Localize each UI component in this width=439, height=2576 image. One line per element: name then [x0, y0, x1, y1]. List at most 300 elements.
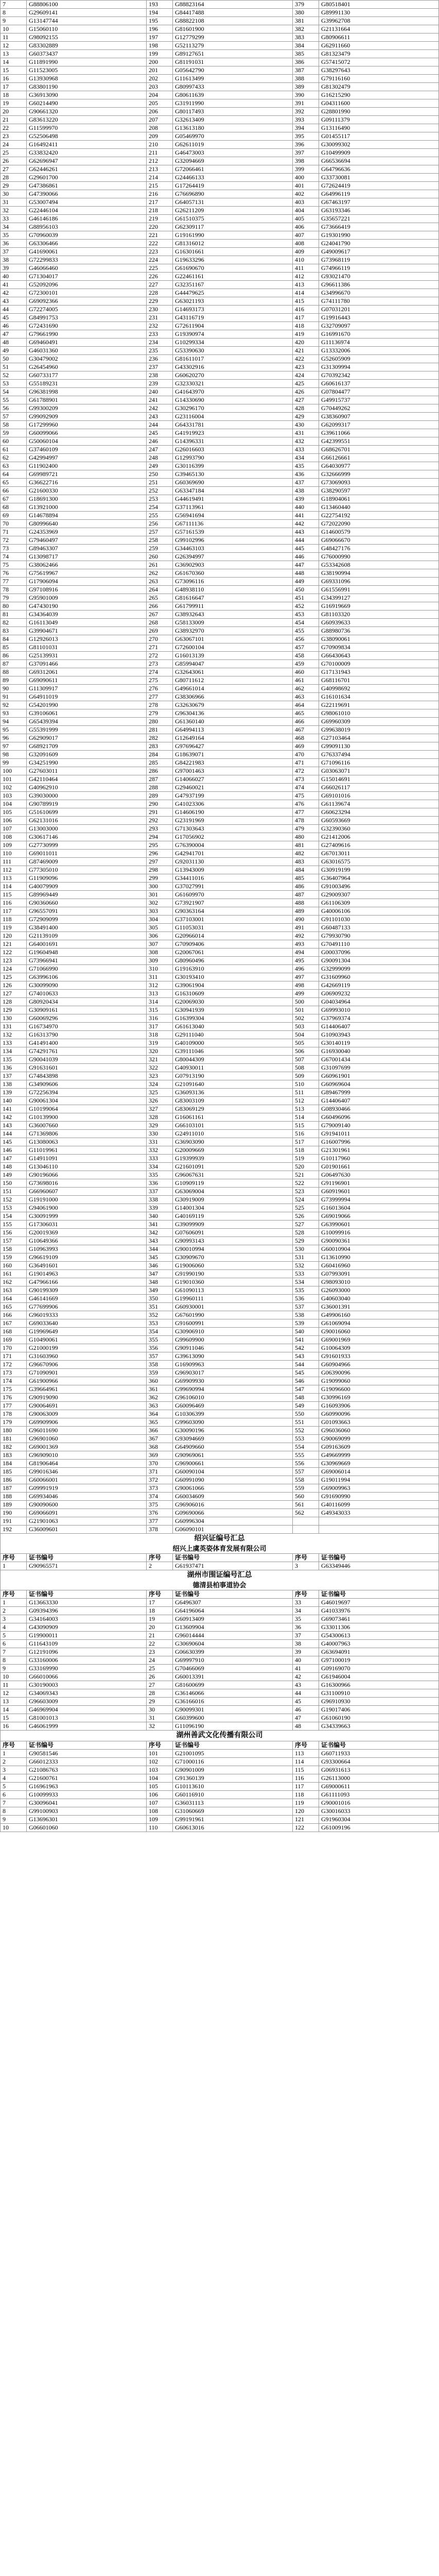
- table-row: [1, 1640, 439, 1648]
- serial-number-cell: 233: [147, 330, 173, 338]
- certificate-number-cell: G71000116: [173, 1758, 293, 1766]
- serial-number-cell: 24: [1, 141, 27, 149]
- serial-number-cell: 489: [293, 907, 319, 916]
- serial-number-cell: 270: [147, 635, 173, 643]
- serial-number-cell: 160: [1, 1262, 27, 1270]
- certificate-number-cell: G63990601: [319, 1221, 439, 1229]
- serial-number-cell: 212: [147, 157, 173, 165]
- serial-number-cell: 40: [293, 1656, 319, 1665]
- serial-number-cell: 397: [293, 149, 319, 157]
- serial-number-cell: 29: [1, 182, 27, 190]
- table-row: [1, 891, 439, 899]
- table-row: [1, 701, 439, 709]
- serial-number-cell: 298: [147, 866, 173, 874]
- certificate-number-cell: G30099302: [319, 141, 439, 149]
- certificate-number-cell: G10064309: [319, 1344, 439, 1352]
- certificate-number-cell: [319, 1517, 439, 1526]
- serial-number-cell: 3: [1, 1766, 27, 1774]
- table-row: [1, 808, 439, 817]
- certificate-number-cell: G30140119: [319, 1039, 439, 1047]
- serial-number-cell: 272: [147, 652, 173, 660]
- serial-number-cell: 418: [293, 322, 319, 330]
- serial-number-cell: 454: [293, 619, 319, 627]
- certificate-number-cell: G32330321: [173, 380, 293, 388]
- certificate-number-cell: G41643970: [173, 388, 293, 396]
- table-row: [1, 1171, 439, 1179]
- serial-number-cell: 130: [1, 1014, 27, 1023]
- serial-number-cell: 382: [293, 25, 319, 33]
- table-row: [1, 355, 439, 363]
- serial-number-cell: 120: [1, 932, 27, 940]
- serial-number-cell: 453: [293, 611, 319, 619]
- certificate-number-cell: G09690066: [173, 1509, 293, 1517]
- certificate-number-cell: G61946004: [319, 1673, 439, 1681]
- serial-number-cell: 42: [1, 289, 27, 297]
- serial-number-cell: 195: [147, 17, 173, 25]
- serial-number-cell: 62: [1, 454, 27, 462]
- certificate-number-cell: G62611019: [173, 141, 293, 149]
- table-row: [1, 1221, 439, 1229]
- certificate-number-cell: G90064691: [27, 1402, 147, 1410]
- serial-number-cell: 379: [293, 1, 319, 9]
- certificate-number-cell: G61670360: [173, 569, 293, 578]
- certificate-number-cell: G62099317: [319, 421, 439, 429]
- serial-number-cell: 181: [1, 1435, 27, 1443]
- certificate-number-cell: G11096190: [173, 1722, 293, 1731]
- certificate-number-cell: G70466069: [173, 1665, 293, 1673]
- serial-number-cell: 400: [293, 174, 319, 182]
- table-row: [1, 693, 439, 701]
- certificate-number-cell: G16919669: [319, 602, 439, 611]
- table-row: [1, 907, 439, 916]
- certificate-number-cell: G58133009: [173, 619, 293, 627]
- serial-number-cell: 9: [1, 17, 27, 25]
- certificate-number-cell: G42941701: [173, 850, 293, 858]
- certificate-number-cell: G90001016: [319, 1799, 439, 1807]
- serial-number-cell: 558: [293, 1476, 319, 1484]
- serial-number-cell: 482: [293, 850, 319, 858]
- certificate-number-cell: G08930466: [319, 1105, 439, 1113]
- certificate-number-cell: G21600761: [27, 1774, 147, 1783]
- table-row: [1, 289, 439, 297]
- certificate-number-cell: G90911046: [173, 1344, 293, 1352]
- certificate-number-cell: G12779299: [173, 33, 293, 42]
- serial-number-cell: 126: [1, 981, 27, 990]
- certificate-number-cell: G34399127: [319, 594, 439, 602]
- serial-number-cell: 411: [293, 264, 319, 273]
- table-row: [1, 1179, 439, 1188]
- table-row: [1, 1648, 439, 1656]
- certificate-number-cell: G52605909: [319, 355, 439, 363]
- serial-number-cell: 343: [147, 1237, 173, 1245]
- certificate-number-cell: G96906016: [173, 1501, 293, 1509]
- serial-number-cell: 32: [1, 207, 27, 215]
- certificate-number-cell: G70909406: [173, 940, 293, 948]
- serial-number-cell: 107: [147, 1799, 173, 1807]
- serial-number-cell: 164: [1, 1295, 27, 1303]
- table-row: [1, 833, 439, 841]
- certificate-number-cell: G91960304: [319, 1816, 439, 1824]
- serial-number-cell: 429: [293, 413, 319, 421]
- certificate-number-cell: G71096116: [319, 759, 439, 767]
- certificate-number-cell: G07913190: [173, 1072, 293, 1080]
- serial-number-cell: 285: [147, 759, 173, 767]
- certificate-number-cell: G24041790: [319, 240, 439, 248]
- certificate-number-cell: G97001463: [173, 767, 293, 775]
- certificate-number-cell: G32643061: [173, 668, 293, 676]
- certificate-number-cell: G67111136: [173, 520, 293, 528]
- certificate-number-cell: G66012333: [27, 1758, 147, 1766]
- serial-number-cell: 30: [1, 190, 27, 198]
- serial-number-cell: 407: [293, 231, 319, 240]
- section-table-shanwu: [0, 1741, 439, 1832]
- serial-number-cell: 466: [293, 718, 319, 726]
- serial-number-cell: 41: [293, 1665, 319, 1673]
- table-row: [1, 165, 439, 174]
- serial-number-cell: 13: [1, 1698, 27, 1706]
- serial-number-cell: 205: [147, 99, 173, 108]
- table-row: [1, 899, 439, 907]
- certificate-number-cell: G99100903: [27, 1807, 147, 1816]
- serial-number-cell: 60: [1, 437, 27, 446]
- certificate-number-cell: G60969604: [319, 1080, 439, 1089]
- serial-number-cell: 337: [147, 1188, 173, 1196]
- serial-number-cell: 502: [293, 1014, 319, 1023]
- certificate-number-cell: G31309994: [319, 363, 439, 371]
- certificate-number-cell: G14606190: [173, 808, 293, 817]
- certificate-number-cell: G60613016: [173, 1824, 293, 1832]
- serial-number-cell: 46: [293, 1706, 319, 1714]
- certificate-number-cell: G34364039: [27, 611, 147, 619]
- serial-number-cell: 550: [293, 1410, 319, 1418]
- certificate-number-cell: G17906094: [27, 578, 147, 586]
- certificate-number-cell: G37091466: [27, 660, 147, 668]
- serial-number-cell: 485: [293, 874, 319, 883]
- table-row: [1, 1295, 439, 1303]
- certificate-number-cell: G16013139: [173, 652, 293, 660]
- certificate-number-cell: G07031201: [319, 306, 439, 314]
- serial-number-cell: 305: [147, 924, 173, 932]
- serial-number-cell: 491: [293, 924, 319, 932]
- serial-number-cell: 398: [293, 157, 319, 165]
- table-row: [1, 1270, 439, 1278]
- serial-number-cell: 6: [1, 1640, 27, 1648]
- certificate-number-cell: G11019961: [27, 1146, 147, 1155]
- certificate-number-cell: G23116004: [173, 413, 293, 421]
- serial-number-cell: 82: [1, 619, 27, 627]
- certificate-number-cell: G60991090: [173, 1476, 293, 1484]
- serial-number-cell: 31: [147, 1714, 173, 1722]
- table-row: [1, 437, 439, 446]
- certificate-number-cell: G44479625: [173, 289, 293, 297]
- serial-number-cell: 51: [1, 363, 27, 371]
- serial-number-cell: 505: [293, 1039, 319, 1047]
- serial-number-cell: 100: [1, 767, 27, 775]
- certificate-number-cell: G96611386: [319, 281, 439, 289]
- certificate-number-cell: G93021470: [319, 273, 439, 281]
- serial-number-cell: 517: [293, 1138, 319, 1146]
- certificate-number-cell: G38932643: [173, 611, 293, 619]
- table-row: [1, 1155, 439, 1163]
- table-row: [1, 569, 439, 578]
- table-row: [1, 602, 439, 611]
- serial-number-cell: 277: [147, 693, 173, 701]
- serial-number-cell: 243: [147, 413, 173, 421]
- certificate-number-cell: G12993790: [173, 454, 293, 462]
- serial-number-cell: 207: [147, 116, 173, 124]
- serial-number-cell: 204: [147, 91, 173, 99]
- certificate-number-cell: G79460497: [27, 536, 147, 545]
- serial-number-cell: 103: [1, 792, 27, 800]
- serial-number-cell: 307: [147, 940, 173, 948]
- certificate-number-cell: G26394997: [173, 553, 293, 561]
- serial-number-cell: 88: [1, 668, 27, 676]
- serial-number-cell: 119: [293, 1799, 319, 1807]
- serial-number-cell: 241: [147, 396, 173, 404]
- certificate-number-cell: G47390066: [27, 190, 147, 198]
- table-row: [1, 1056, 439, 1064]
- certificate-number-cell: G96011690: [27, 1427, 147, 1435]
- serial-number-cell: 19: [147, 1615, 173, 1623]
- certificate-number-cell: G19161990: [173, 231, 293, 240]
- certificate-number-cell: G61900966: [27, 1377, 147, 1385]
- certificate-number-cell: G72300101: [27, 289, 147, 297]
- certificate-number-cell: G11309917: [27, 685, 147, 693]
- certificate-number-cell: G34411016: [173, 874, 293, 883]
- certificate-number-cell: G88806100: [27, 1, 147, 9]
- serial-number-cell: 325: [147, 1089, 173, 1097]
- serial-number-cell: 8: [1, 9, 27, 17]
- certificate-number-cell: G13696301: [27, 1816, 147, 1824]
- certificate-number-cell: G34996670: [319, 289, 439, 297]
- certificate-number-cell: G33011306: [319, 1623, 439, 1632]
- serial-number-cell: 244: [147, 421, 173, 429]
- certificate-number-cell: G67601990: [173, 1311, 293, 1319]
- serial-number-cell: 225: [147, 264, 173, 273]
- certificate-number-cell: G81101031: [27, 643, 147, 652]
- serial-number-cell: 132: [1, 1031, 27, 1039]
- certificate-number-cell: G81616647: [173, 594, 293, 602]
- certificate-number-cell: G36902903: [173, 561, 293, 569]
- header-cell: 证书编号: [27, 1554, 147, 1562]
- serial-number-cell: 468: [293, 734, 319, 742]
- section-table-huzhou: [0, 1590, 439, 1731]
- serial-number-cell: 210: [147, 141, 173, 149]
- table-row: [1, 1824, 439, 1832]
- certificate-number-cell: G25139931: [27, 652, 147, 660]
- table-row: [1, 635, 439, 643]
- serial-number-cell: 3: [293, 1562, 319, 1570]
- certificate-number-cell: G70100009: [319, 660, 439, 668]
- certificate-number-cell: G14406407: [319, 1097, 439, 1105]
- serial-number-cell: 12: [1, 42, 27, 50]
- table-row: [1, 1599, 439, 1607]
- certificate-number-cell: G16215290: [319, 91, 439, 99]
- certificate-number-cell: G28801990: [319, 108, 439, 116]
- serial-number-cell: 65: [1, 479, 27, 487]
- serial-number-cell: 377: [147, 1517, 173, 1526]
- certificate-number-cell: G30099090: [27, 981, 147, 990]
- certificate-number-cell: G11909096: [27, 874, 147, 883]
- certificate-number-cell: G63349446: [319, 1562, 439, 1570]
- certificate-number-cell: G69460491: [27, 338, 147, 347]
- certificate-number-cell: G10139900: [27, 1113, 147, 1122]
- serial-number-cell: 278: [147, 701, 173, 709]
- certificate-number-cell: G33169990: [27, 1665, 147, 1673]
- serial-number-cell: 10: [1, 1824, 27, 1832]
- certificate-number-cell: G33832420: [27, 149, 147, 157]
- serial-number-cell: 304: [147, 916, 173, 924]
- serial-number-cell: 4: [1, 1623, 27, 1632]
- certificate-number-cell: G63694091: [319, 1648, 439, 1656]
- serial-number-cell: 183: [1, 1451, 27, 1460]
- certificate-number-cell: G06909232: [319, 990, 439, 998]
- certificate-number-cell: G06390096: [319, 1369, 439, 1377]
- certificate-number-cell: G29111040: [173, 1031, 293, 1039]
- serial-number-cell: 403: [293, 198, 319, 207]
- serial-number-cell: 89: [1, 676, 27, 685]
- serial-number-cell: 431: [293, 429, 319, 437]
- serial-number-cell: 48: [1, 338, 27, 347]
- table-row: [1, 841, 439, 850]
- certificate-number-cell: G96619109: [27, 1253, 147, 1262]
- certificate-number-cell: G42669119: [319, 981, 439, 990]
- serial-number-cell: 504: [293, 1031, 319, 1039]
- serial-number-cell: 354: [147, 1328, 173, 1336]
- serial-number-cell: 202: [147, 75, 173, 83]
- serial-number-cell: 350: [147, 1295, 173, 1303]
- serial-number-cell: 324: [147, 1080, 173, 1089]
- header-cell: 序号: [293, 1590, 319, 1599]
- certificate-number-cell: G21000199: [27, 1344, 147, 1352]
- certificate-number-cell: G17264419: [173, 182, 293, 190]
- serial-number-cell: 93: [1, 709, 27, 718]
- certificate-number-cell: G74111780: [319, 297, 439, 306]
- certificate-number-cell: G19301990: [319, 231, 439, 240]
- certificate-number-cell: G98061010: [319, 709, 439, 718]
- certificate-number-cell: G76000990: [319, 553, 439, 561]
- serial-number-cell: 531: [293, 1253, 319, 1262]
- certificate-number-cell: G96106010: [173, 1394, 293, 1402]
- serial-number-cell: 413: [293, 281, 319, 289]
- table-row: [1, 1006, 439, 1014]
- certificate-number-cell: G19099060: [319, 1377, 439, 1385]
- certificate-number-cell: G99102996: [173, 536, 293, 545]
- certificate-number-cell: G61060190: [319, 1714, 439, 1722]
- serial-number-cell: 178: [1, 1410, 27, 1418]
- serial-number-cell: 173: [1, 1369, 27, 1377]
- certificate-number-cell: G91601933: [319, 1352, 439, 1361]
- table-row: [1, 1072, 439, 1080]
- serial-number-cell: 267: [147, 611, 173, 619]
- table-row: [1, 479, 439, 487]
- certificate-number-cell: G96909010: [27, 1451, 147, 1460]
- table-row: [1, 157, 439, 165]
- table-row: [1, 1722, 439, 1731]
- table-row: [1, 611, 439, 619]
- serial-number-cell: 456: [293, 635, 319, 643]
- certificate-number-cell: G09169070: [319, 1665, 439, 1673]
- serial-number-cell: 116: [293, 1774, 319, 1783]
- certificate-number-cell: G90090600: [27, 1501, 147, 1509]
- table-row: [1, 1774, 439, 1783]
- certificate-number-cell: G93300664: [319, 1758, 439, 1766]
- serial-number-cell: 40: [1, 273, 27, 281]
- section-body-shanwu: [1, 1750, 439, 1832]
- certificate-number-cell: G36001391: [319, 1303, 439, 1311]
- serial-number-cell: 339: [147, 1204, 173, 1212]
- serial-number-cell: 373: [147, 1484, 173, 1493]
- serial-number-cell: 2: [1, 1758, 27, 1766]
- certificate-number-cell: G77699906: [27, 1303, 147, 1311]
- certificate-number-cell: G69090611: [27, 676, 147, 685]
- serial-number-cell: 18: [1, 91, 27, 99]
- serial-number-cell: 42: [293, 1673, 319, 1681]
- serial-number-cell: 182: [1, 1443, 27, 1451]
- serial-number-cell: 34: [293, 1607, 319, 1615]
- serial-number-cell: 87: [1, 660, 27, 668]
- certificate-number-cell: G72274005: [27, 306, 147, 314]
- certificate-number-cell: G66960607: [27, 1188, 147, 1196]
- serial-number-cell: 113: [293, 1750, 319, 1758]
- certificate-number-cell: G57161539: [173, 528, 293, 536]
- certificate-number-cell: G49906160: [319, 1311, 439, 1319]
- certificate-number-cell: G91600991: [173, 1319, 293, 1328]
- serial-number-cell: 357: [147, 1352, 173, 1361]
- serial-number-cell: 306: [147, 932, 173, 940]
- serial-number-cell: 170: [1, 1344, 27, 1352]
- serial-number-cell: 430: [293, 421, 319, 429]
- serial-number-cell: 140: [1, 1097, 27, 1105]
- certificate-number-cell: G60214490: [27, 99, 147, 108]
- serial-number-cell: 217: [147, 198, 173, 207]
- table-row: [1, 520, 439, 528]
- serial-number-cell: 75: [1, 561, 27, 569]
- serial-number-cell: 8: [1, 1807, 27, 1816]
- certificate-number-cell: G12926013: [27, 635, 147, 643]
- serial-number-cell: 105: [147, 1783, 173, 1791]
- certificate-number-cell: G73968119: [319, 256, 439, 264]
- certificate-number-cell: G98092155: [27, 33, 147, 42]
- serial-number-cell: 27: [1, 165, 27, 174]
- serial-number-cell: 28: [1, 174, 27, 182]
- certificate-number-cell: G10299334: [173, 338, 293, 347]
- serial-number-cell: 414: [293, 289, 319, 297]
- serial-number-cell: 121: [293, 1816, 319, 1824]
- serial-number-cell: 381: [293, 17, 319, 25]
- certificate-number-cell: G83613220: [27, 116, 147, 124]
- serial-number-cell: 228: [147, 289, 173, 297]
- serial-number-cell: 104: [147, 1774, 173, 1783]
- certificate-number-cell: G06090101: [173, 1526, 293, 1534]
- certificate-number-cell: G11613499: [173, 75, 293, 83]
- certificate-number-cell: G60066001: [27, 1476, 147, 1484]
- certificate-number-cell: G60013391: [173, 1673, 293, 1681]
- certificate-number-cell: G73666419: [319, 223, 439, 231]
- serial-number-cell: 283: [147, 742, 173, 751]
- serial-number-cell: 422: [293, 355, 319, 363]
- serial-number-cell: 365: [147, 1418, 173, 1427]
- serial-number-cell: 410: [293, 256, 319, 264]
- serial-number-cell: 293: [147, 825, 173, 833]
- certificate-number-cell: G90661320: [27, 108, 147, 116]
- certificate-number-cell: G91196901: [319, 1179, 439, 1188]
- certificate-number-cell: G36491601: [27, 1262, 147, 1270]
- certificate-number-cell: G16301661: [173, 248, 293, 256]
- table-row: [1, 1336, 439, 1344]
- certificate-number-cell: G61106309: [319, 899, 439, 907]
- serial-number-cell: 220: [147, 223, 173, 231]
